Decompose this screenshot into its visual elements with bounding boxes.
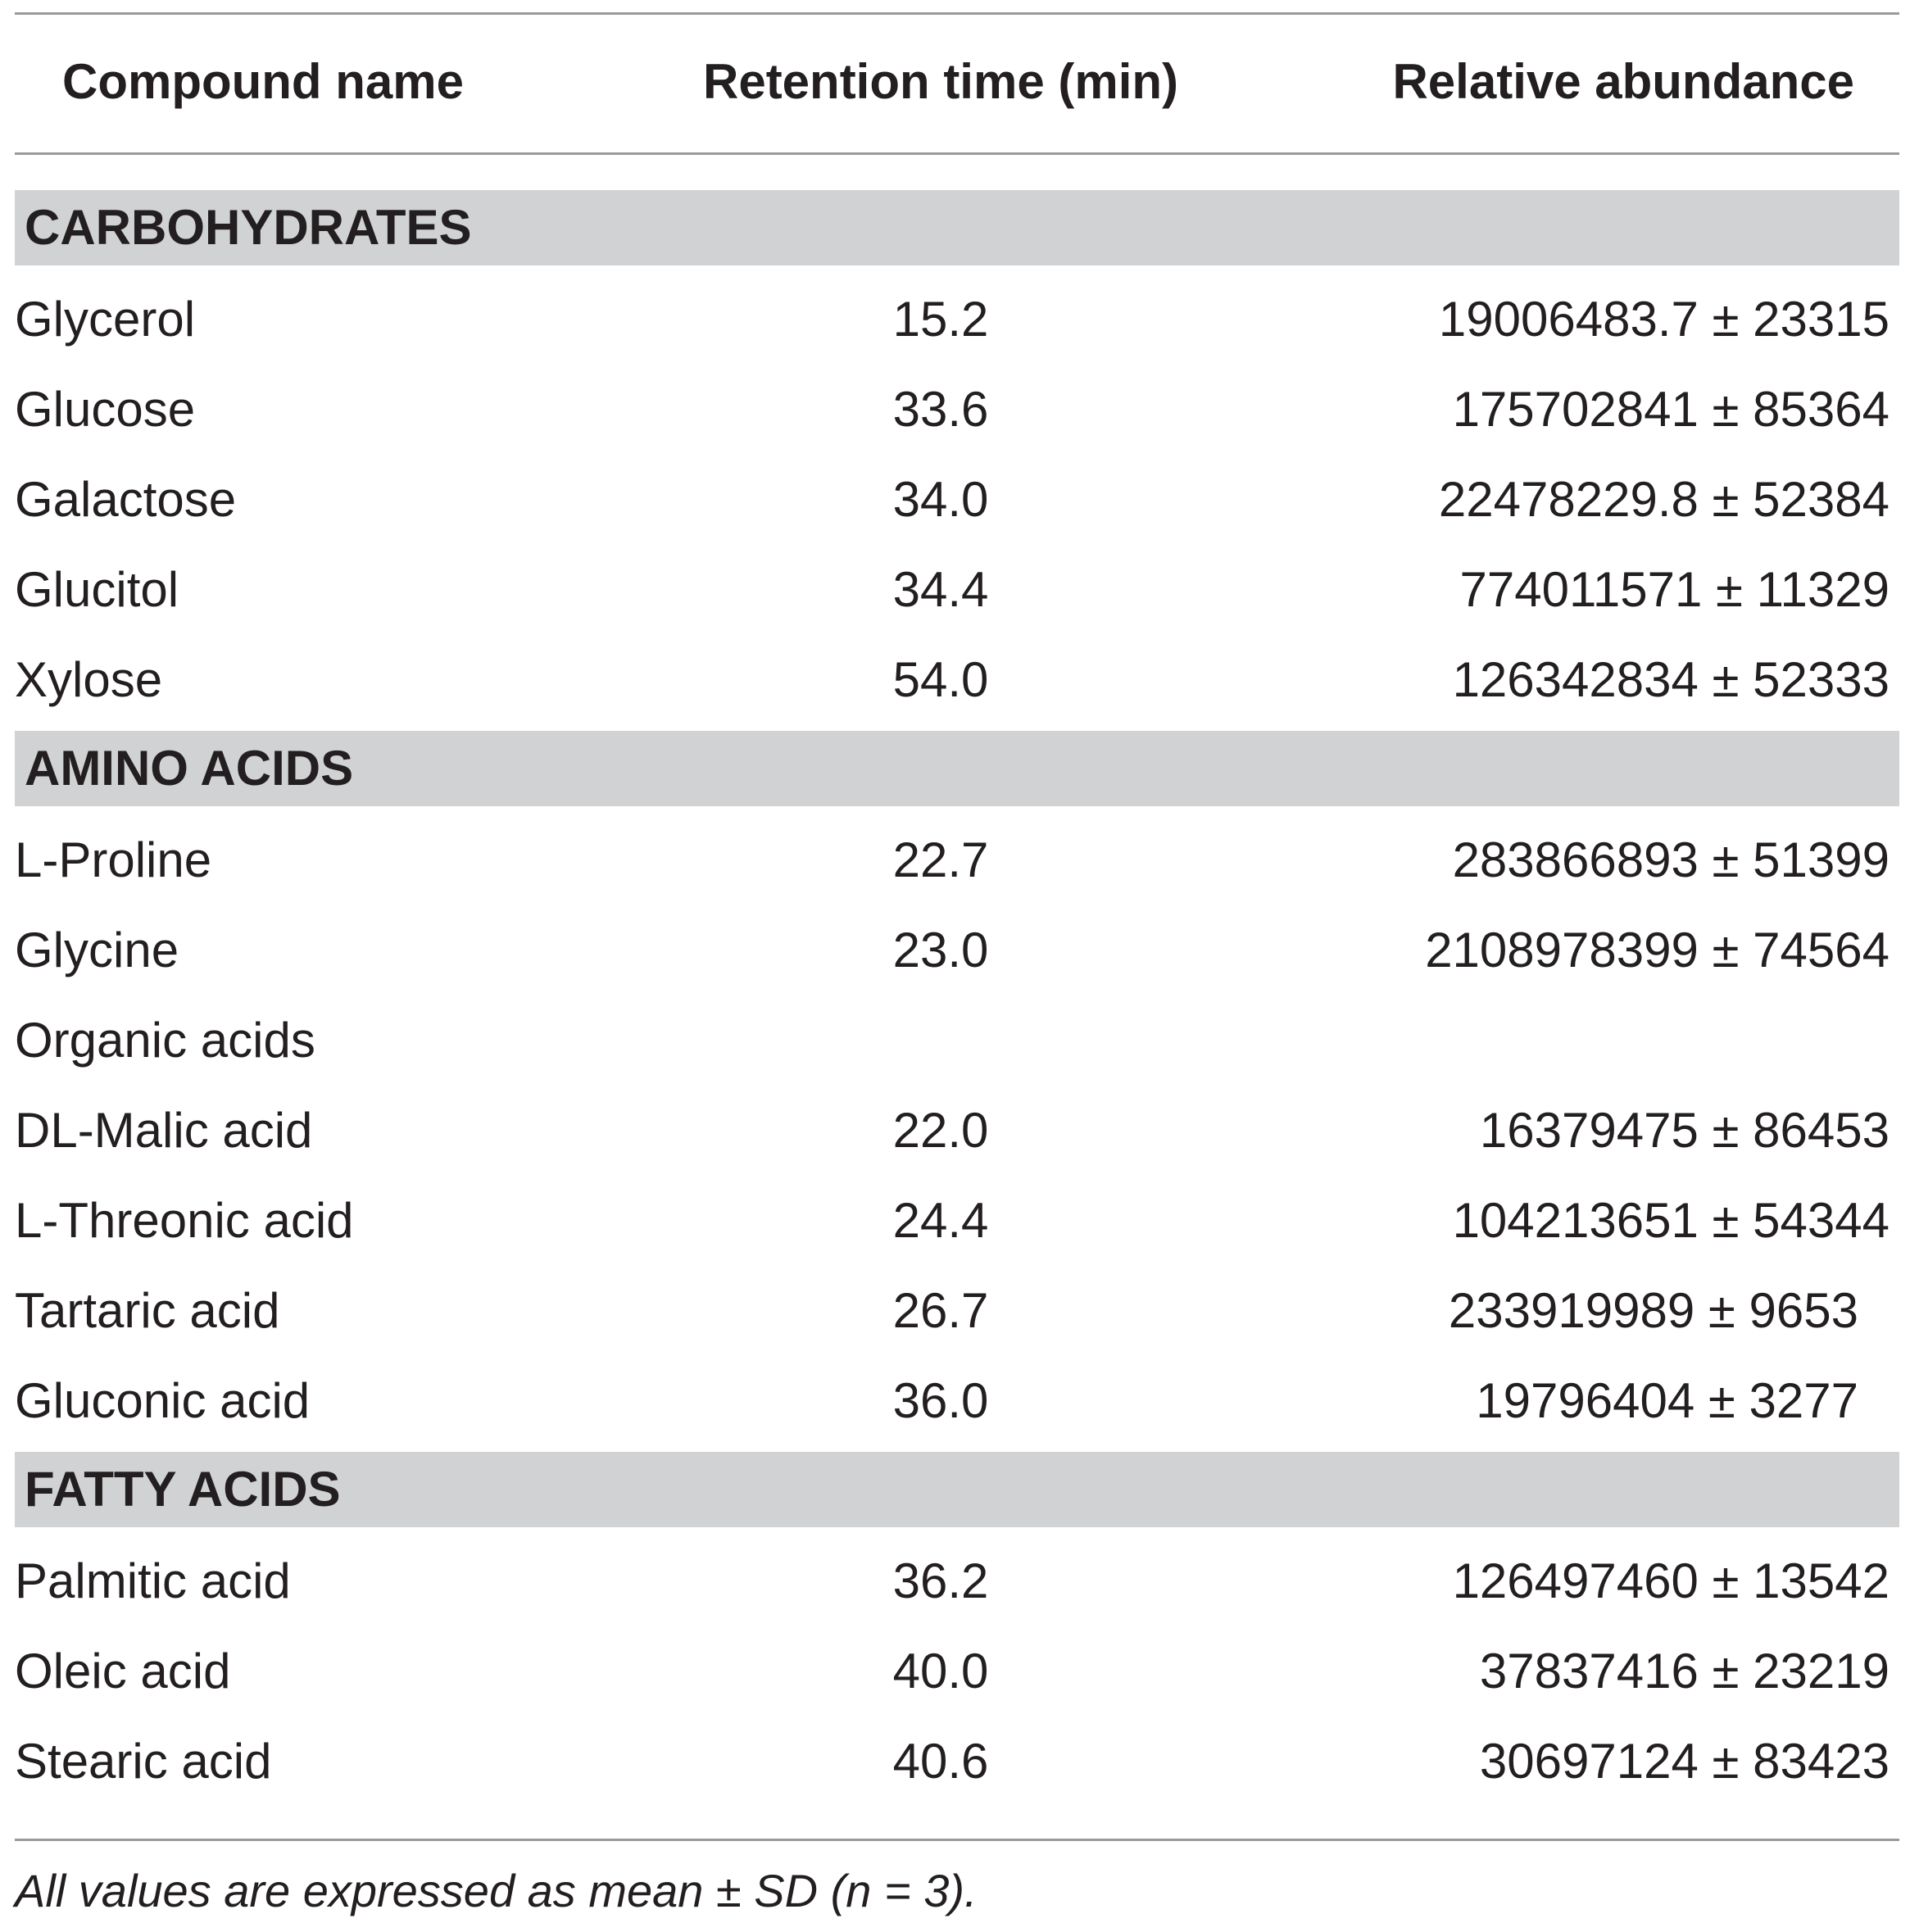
relative-abundance: 283866893 ± 51399 (1452, 832, 1890, 887)
relative-abundance: 19006483.7 ± 23315 (1438, 292, 1890, 347)
group-header-carbohydrates (15, 190, 1899, 265)
table-row (15, 1176, 1899, 1266)
group-label: FATTY ACIDS (25, 1462, 341, 1517)
table-header-row (15, 49, 1899, 115)
compound-name: DL-Malic acid (15, 1103, 313, 1158)
table-footnote: All values are expressed as mean ± SD (n = 3). (15, 1865, 978, 1916)
table-row (15, 905, 1899, 995)
compound-name: Glycine (15, 923, 179, 977)
relative-abundance: 22478229.8 ± 52384 (1438, 472, 1890, 527)
retention-time: 36.0 (892, 1373, 989, 1428)
retention-time: 15.2 (892, 292, 989, 347)
table-row (15, 815, 1899, 905)
relative-abundance: 126497460 ± 13542 (1452, 1553, 1890, 1608)
retention-time: 33.6 (892, 382, 989, 437)
table-row (15, 274, 1899, 365)
table-row (15, 455, 1899, 545)
table-row (15, 635, 1899, 725)
table-row (15, 545, 1899, 635)
relative-abundance: 774011571 ± 11329 (1459, 562, 1890, 617)
relative-abundance: 2108978399 ± 74564 (1425, 923, 1890, 977)
table-row (15, 1717, 1899, 1807)
relative-abundance: 16379475 ± 86453 (1479, 1103, 1890, 1158)
retention-time: 34.0 (892, 472, 989, 527)
group-label: AMINO ACIDS (25, 741, 354, 796)
group-label: CARBOHYDRATES (25, 200, 472, 255)
table-row (15, 365, 1899, 455)
subgroup-label: Organic acids (15, 1013, 315, 1068)
relative-abundance: 19796404 ± 3277 (1476, 1373, 1858, 1428)
relative-abundance: 104213651 ± 54344 (1452, 1193, 1890, 1248)
compound-name: L-Threonic acid (15, 1193, 354, 1248)
retention-time: 22.7 (892, 832, 989, 887)
compound-name: Tartaric acid (15, 1283, 280, 1338)
relative-abundance: 126342834 ± 52333 (1452, 652, 1890, 707)
table-top-rule (15, 12, 1899, 15)
header-compound-name: Compound name (62, 54, 464, 109)
retention-time: 26.7 (892, 1283, 989, 1338)
retention-time: 34.4 (892, 562, 989, 617)
table-row (15, 1626, 1899, 1717)
table-bottom-rule (15, 1839, 1899, 1841)
group-header-amino-acids (15, 731, 1899, 806)
compound-name: Glucose (15, 382, 196, 437)
table-row (15, 1356, 1899, 1446)
compound-name: Galactose (15, 472, 237, 527)
retention-time: 24.4 (892, 1193, 989, 1248)
compound-name: Glucitol (15, 562, 179, 617)
relative-abundance: 30697124 ± 83423 (1479, 1734, 1890, 1789)
relative-abundance: 37837416 ± 23219 (1479, 1644, 1890, 1698)
table-row (15, 1086, 1899, 1176)
compound-name: Glycerol (15, 292, 196, 347)
header-bottom-rule (15, 152, 1899, 155)
retention-time: 23.0 (892, 923, 989, 977)
compound-name: Oleic acid (15, 1644, 231, 1698)
table-row (15, 1536, 1899, 1626)
table-row-subgroup (15, 995, 1899, 1086)
table-row (15, 1266, 1899, 1356)
relative-abundance: 233919989 ± 9653 (1448, 1283, 1858, 1338)
compound-name: Palmitic acid (15, 1553, 291, 1608)
retention-time: 54.0 (892, 652, 989, 707)
retention-time: 40.6 (892, 1734, 989, 1789)
relative-abundance: 175702841 ± 85364 (1452, 382, 1890, 437)
retention-time: 36.2 (892, 1553, 989, 1608)
header-relative-abundance: Relative abundance (1392, 54, 1854, 109)
compound-name: Gluconic acid (15, 1373, 311, 1428)
group-header-fatty-acids (15, 1452, 1899, 1527)
compound-name: Stearic acid (15, 1734, 272, 1789)
retention-time: 22.0 (892, 1103, 989, 1158)
compound-name: Xylose (15, 652, 163, 707)
compound-name: L-Proline (15, 832, 212, 887)
header-retention-time: Retention time (min) (703, 54, 1178, 109)
retention-time: 40.0 (892, 1644, 989, 1698)
